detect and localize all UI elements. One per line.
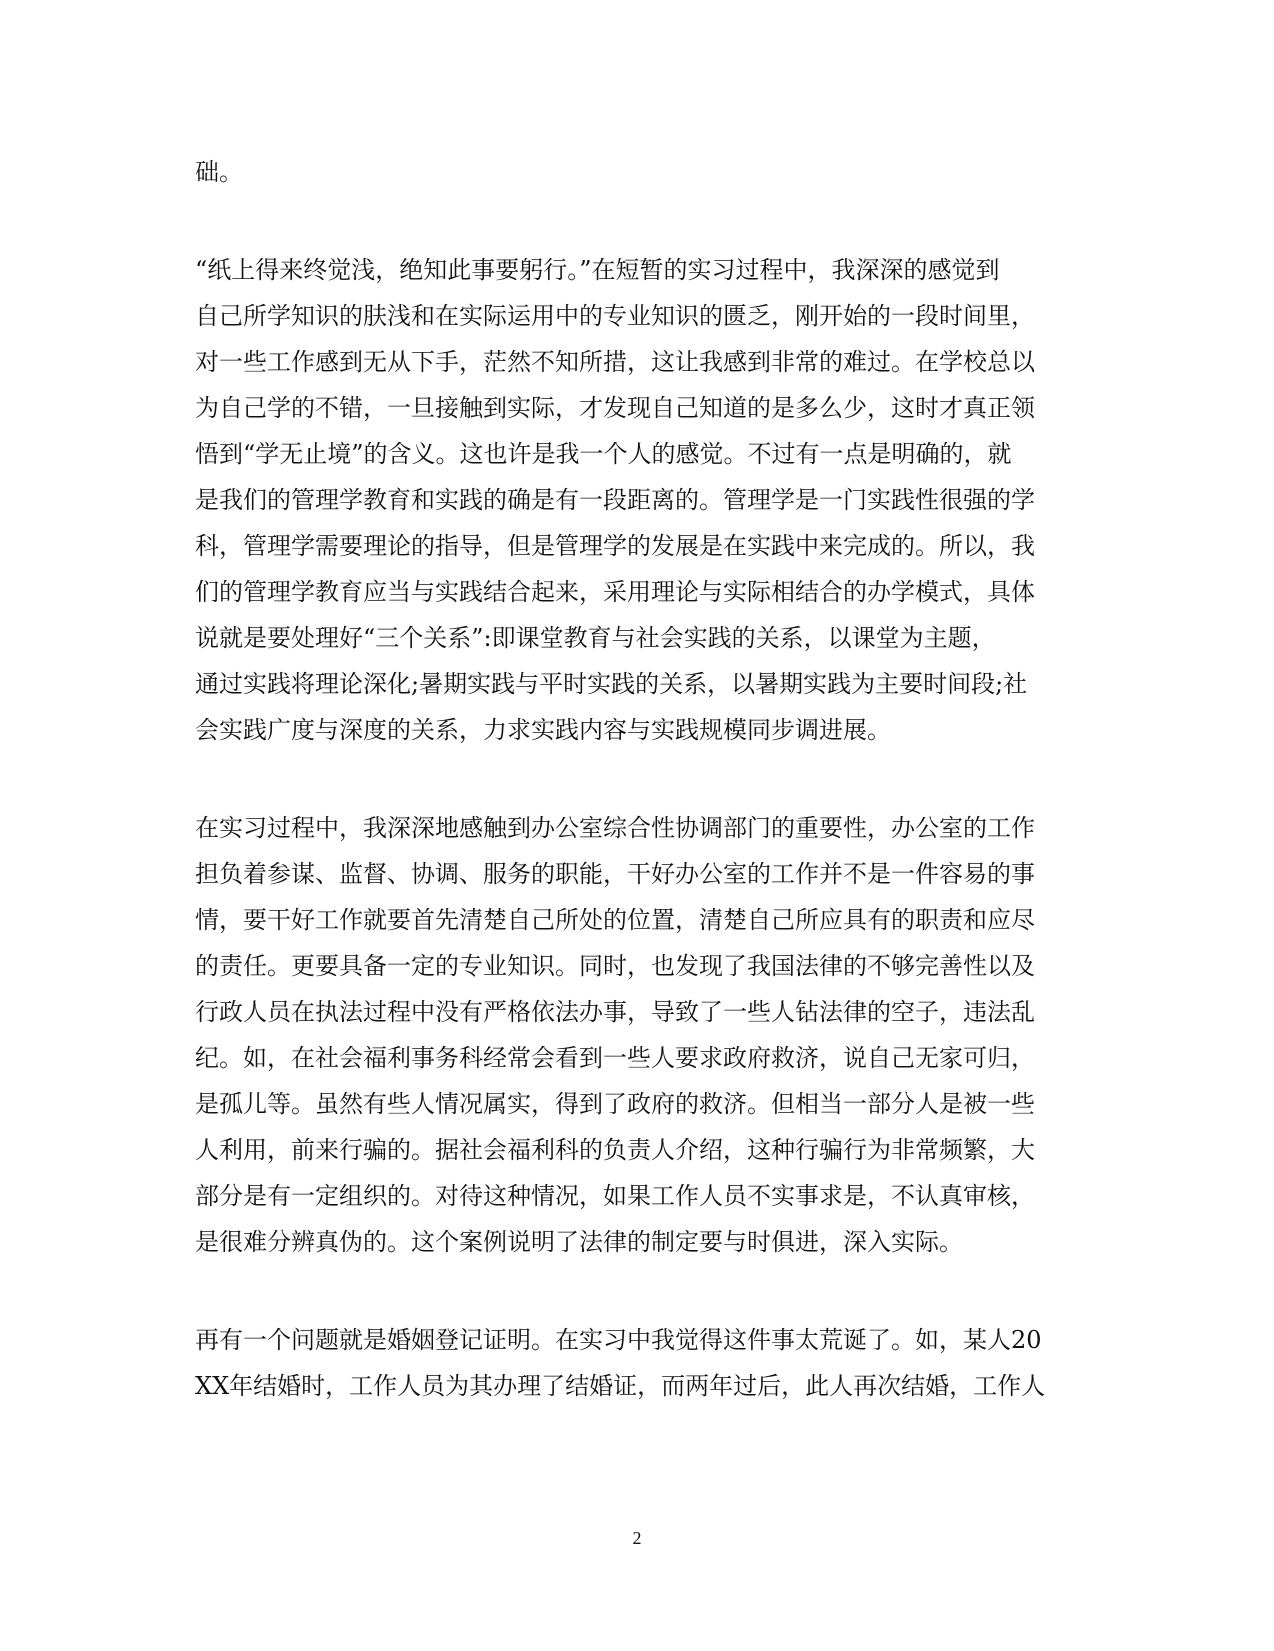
text-line: 担负着参谋、监督、协调、服务的职能，干好办公室的工作并不是一件容易的事 — [195, 860, 1035, 888]
text-line: 说就是要处理好“三个关系”:即课堂教育与社会实践的关系，以课堂为主题， — [195, 624, 996, 652]
text-line: 科，管理学需要理论的指导，但是管理学的发展是在实践中来完成的。所以，我 — [195, 532, 1035, 560]
text-line: 是很难分辨真伪的。这个案例说明了法律的制定要与时俱进，深入实际。 — [195, 1228, 963, 1256]
text-line: 自己所学知识的肤浅和在实际运用中的专业知识的匮乏，刚开始的一段时间里， — [195, 302, 1035, 330]
text-line: 通过实践将理论深化;暑期实践与平时实践的关系，以暑期实践为主要时间段;社 — [195, 670, 1028, 698]
text-line: 会实践广度与深度的关系，力求实践内容与实践规模同步调进展。 — [195, 716, 891, 744]
text-line: 们的管理学教育应当与实践结合起来，采用理论与实际相结合的办学模式，具体 — [195, 578, 1035, 606]
text-line: “纸上得来终觉浅，绝知此事要躬行。”在短暂的实习过程中，我深深的感觉到 — [195, 256, 1000, 284]
text-line: XX年结婚时，工作人员为其办理了结婚证，而两年过后，此人再次结婚，工作人 — [195, 1372, 1046, 1400]
text-line: 是我们的管理学教育和实践的确是有一段距离的。管理学是一门实践性很强的学 — [195, 486, 1035, 514]
text-line: 纪。如，在社会福利事务科经常会看到一些人要求政府救济，说自己无家可归， — [195, 1044, 1035, 1072]
text-line: 础。 — [195, 158, 243, 186]
text-line: 是孤儿等。虽然有些人情况属实，得到了政府的救济。但相当一部分人是被一些 — [195, 1090, 1035, 1118]
text-line: 再有一个问题就是婚姻登记证明。在实习中我觉得这件事太荒诞了。如，某人20 — [195, 1326, 1042, 1354]
text-line: 人利用，前来行骗的。据社会福利科的负责人介绍，这种行骗行为非常频繁，大 — [195, 1136, 1035, 1164]
page-number: 2 — [632, 1528, 642, 1548]
text-line: 行政人员在执法过程中没有严格依法办事，导致了一些人钻法律的空子，违法乱 — [195, 998, 1035, 1026]
text-line: 为自己学的不错，一旦接触到实际，才发现自己知道的是多么少，这时才真正领 — [195, 394, 1035, 422]
text-line: 情，要干好工作就要首先清楚自己所处的位置，清楚自己所应具有的职责和应尽 — [195, 906, 1035, 934]
text-line: 对一些工作感到无从下手，茫然不知所措，这让我感到非常的难过。在学校总以 — [195, 348, 1035, 376]
text-line: 悟到“学无止境”的含义。这也许是我一个人的感觉。不过有一点是明确的，就 — [195, 440, 1012, 468]
text-line: 的责任。更要具备一定的专业知识。同时，也发现了我国法律的不够完善性以及 — [195, 952, 1035, 980]
text-line: 部分是有一定组织的。对待这种情况，如果工作人员不实事求是，不认真审核， — [195, 1182, 1035, 1210]
text-line: 在实习过程中，我深深地感触到办公室综合性协调部门的重要性，办公室的工作 — [195, 814, 1035, 842]
